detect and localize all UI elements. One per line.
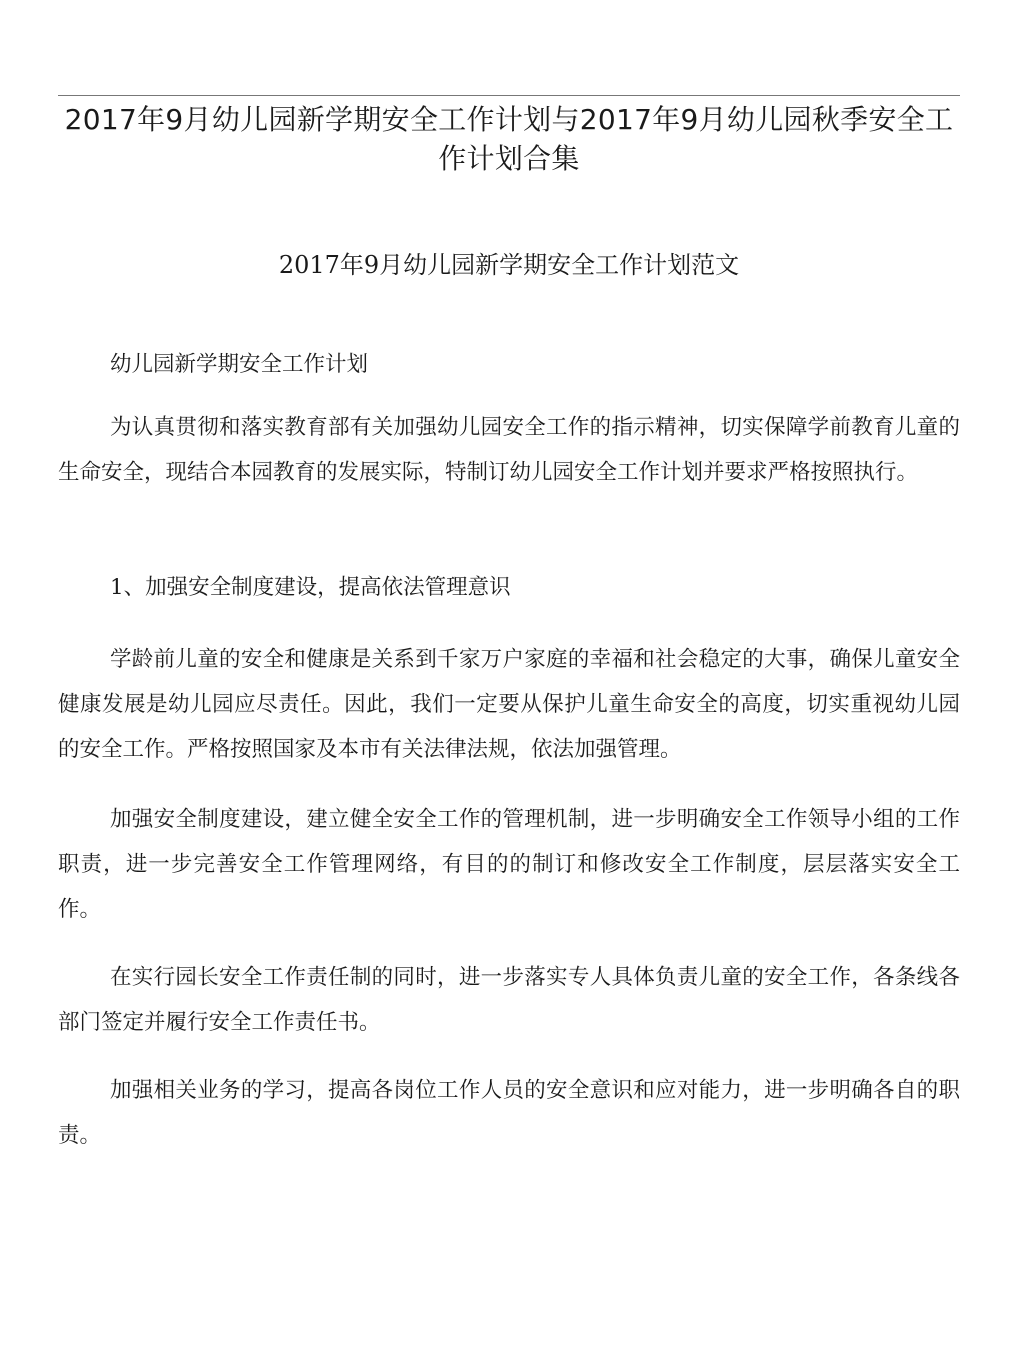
- section-title: 2017年9月幼儿园新学期安全工作计划范文: [278, 251, 740, 279]
- body-paragraph-3: 在实行园长安全工作责任制的同时，进一步落实专人具体负责儿童的安全工作，各条线各部门签定并履行安全工作责任书。: [58, 965, 960, 1035]
- body-paragraph-4: 加强相关业务的学习，提高各岗位工作人员的安全意识和应对能力，进一步明确各自的职责。: [58, 1078, 960, 1148]
- section-heading-1: 1、加强安全制度建设，提高依法管理意识: [110, 575, 511, 600]
- document-title: 2017年9月幼儿园新学期安全工作计划与2017年9月幼儿园秋季安全工作计划合集: [64, 103, 954, 175]
- body-paragraph-1: 学龄前儿童的安全和健康是关系到千家万户家庭的幸福和社会稳定的大事，确保儿童安全健康发展是幼儿园应尽责任。因此，我们一定要从保护儿童生命安全的高度，切实重视幼儿园的安全工作。严格按照国家及本市有关法律法规，依法加强管理。: [58, 647, 960, 762]
- intro-paragraph: 为认真贯彻和落实教育部有关加强幼儿园安全工作的指示精神，切实保障学前教育儿童的生命安全，现结合本园教育的发展实际，特制订幼儿园安全工作计划并要求严格按照执行。: [58, 415, 960, 485]
- header-rule: [58, 95, 960, 96]
- body-paragraph-2: 加强安全制度建设，建立健全安全工作的管理机制，进一步明确安全工作领导小组的工作职责，进一步完善安全工作管理网络，有目的的制订和修改安全工作制度，层层落实安全工作。: [58, 807, 960, 922]
- plan-subtitle: 幼儿园新学期安全工作计划: [110, 352, 369, 377]
